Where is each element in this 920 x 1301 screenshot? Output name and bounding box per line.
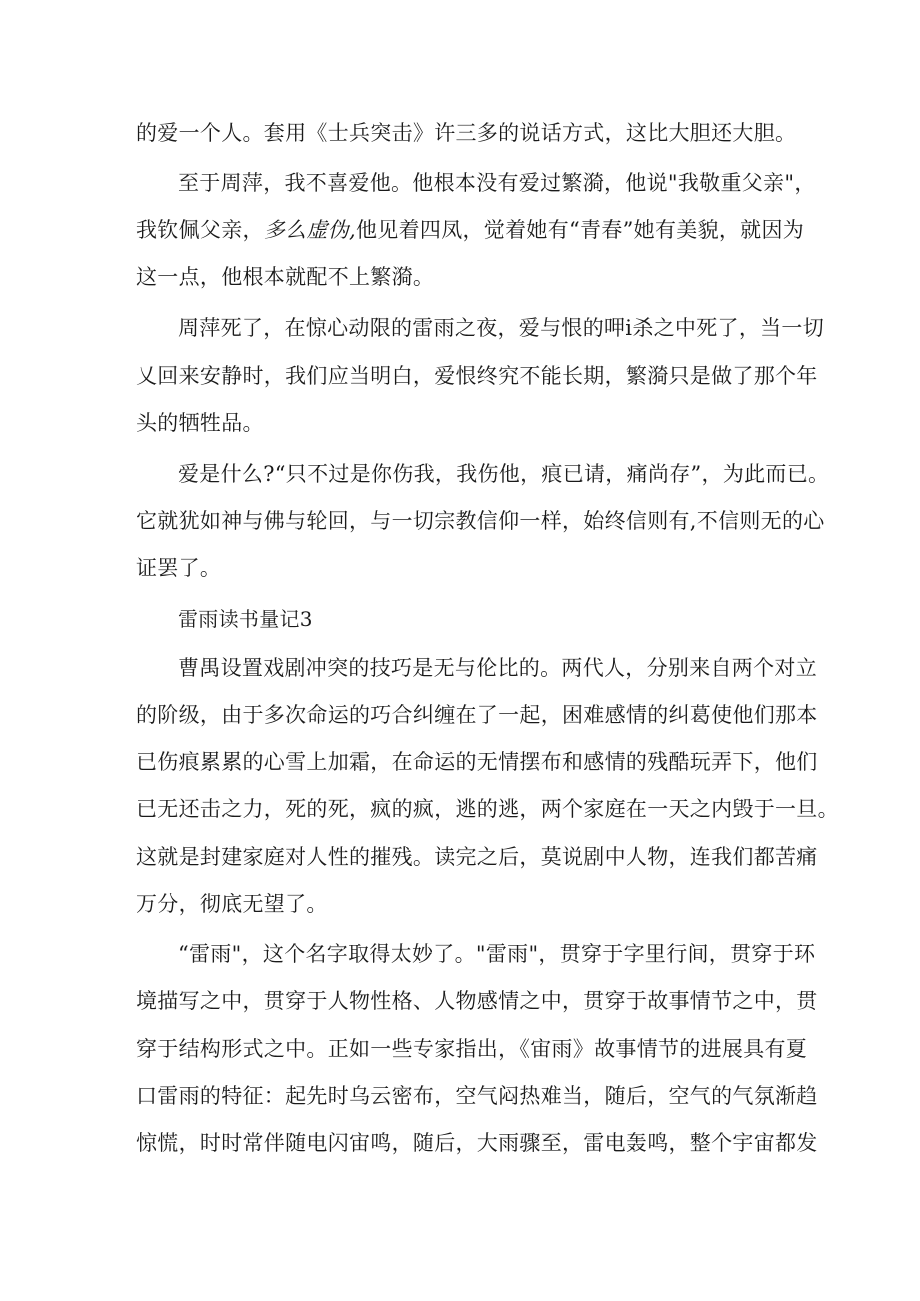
italic-text: 多么虚伪, xyxy=(263,218,356,242)
text-span: 我钦佩父亲， xyxy=(136,218,264,242)
text-span: 他见着四凤，觉着她有“青春”她有美貌，就因为 xyxy=(356,218,805,242)
text-line: 周萍死了，在惊心动限的雷雨之夜，爱与恨的呷i杀之中死了，当一切 xyxy=(178,316,825,340)
text-line: 曹禺设置戏剧冲突的技巧是无与伦比的。两代人，分别来自两个对立 xyxy=(178,656,817,680)
text-line: “雷雨"，这个名字取得太妙了。"雷雨"，贯穿于字里行间，贯穿于环 xyxy=(178,942,816,966)
text-line: 已伤痕累累的心雪上加霜，在命运的无情摆布和感情的残酷玩弄下，他们 xyxy=(136,750,818,774)
text-line: 证罢了。 xyxy=(136,556,222,580)
text-line: 已无还击之力，死的死，疯的疯，逃的逃，两个家庭在一天之内毁于一旦。 xyxy=(136,797,839,821)
text-line: 惊慌，时时常伴随电闪宙鸣，随后，大雨骤至，雷电轰鸣，整个宇宙都发 xyxy=(136,1131,818,1155)
text-line: 它就犹如神与佛与轮回，与一切宗教信仰一样，始终信则有,不信则无的心 xyxy=(136,509,825,533)
text-line: 口雷雨的特征：起先时乌云密布，空气闷热难当，随后，空气的气氛渐趋 xyxy=(136,1084,818,1108)
text-line: 头的牺牲品。 xyxy=(136,411,264,435)
text-line: 至于周萍，我不喜爱他。他根本没有爱过繁漪，他说"我敬重父亲"， xyxy=(178,171,816,195)
text-line: 这一点，他根本就配不上繁漪。 xyxy=(136,265,435,289)
text-line: 乂回来安静时，我们应当明白，爱恨终究不能长期，繁漪只是做了那个年 xyxy=(136,364,818,388)
text-line xyxy=(136,215,805,245)
text-line: 的阶级，由于多次命运的巧合纠缠在了一起，困难感情的纠葛使他们那本 xyxy=(136,703,818,727)
text-line: 穿于结构形式之中。正如一些专家指出，《宙雨》故事情节的进展具有夏 xyxy=(136,1037,808,1061)
text-line: 这就是封建家庭对人性的摧残。读完之后，莫说剧中人物，连我们都苦痛 xyxy=(136,845,818,869)
text-line: 境描写之中，贯穿于人物性格、人物感情之中，贯穿于故事情节之中，贯 xyxy=(136,989,818,1013)
section-heading: 雷雨读书量记3 xyxy=(178,607,313,631)
text-line: 爱是什么?“只不过是你伤我，我伤他，痕已请，痛尚存”，为此而已。 xyxy=(178,462,830,486)
text-line: 万分，彻底无望了。 xyxy=(136,892,328,916)
text-line: 的爱一个人。套用《士兵突击》许三多的说话方式，这比大胆还大胆。 xyxy=(136,121,797,145)
